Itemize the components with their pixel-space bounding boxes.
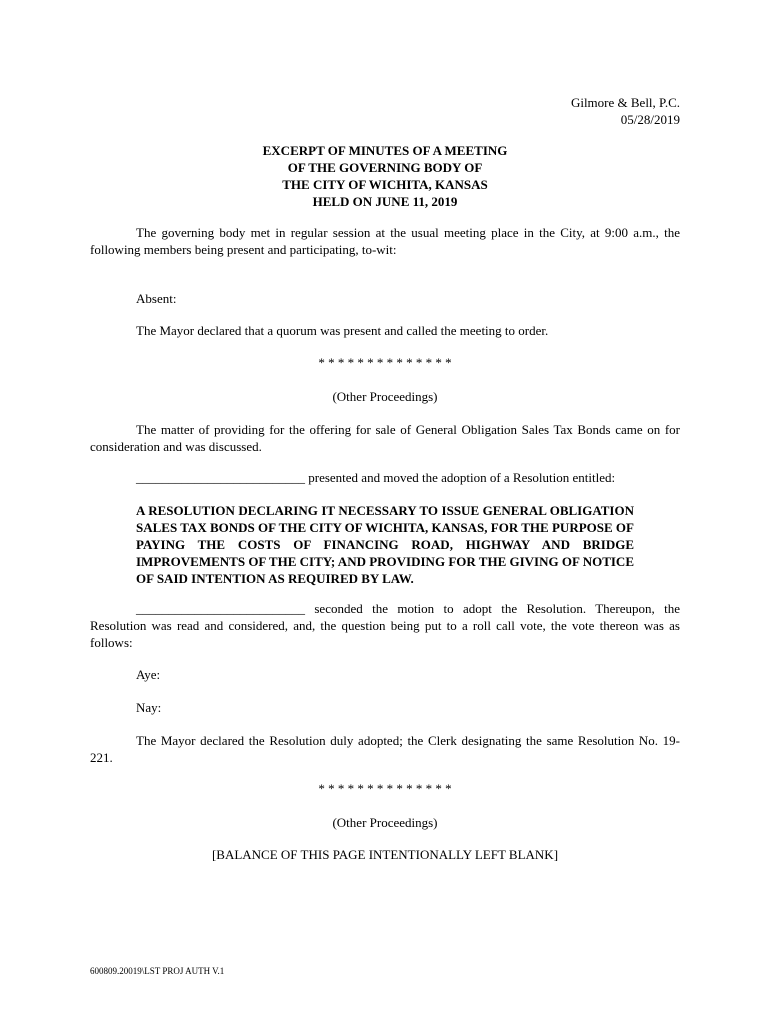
header-block [430, 94, 680, 128]
section-separator: * * * * * * * * * * * * * * [318, 355, 452, 370]
nay-label: Nay: [136, 700, 162, 715]
document-id-footer: 600809.20019\LST PROJ AUTH V.1 [90, 966, 225, 976]
title-line-1: EXCERPT OF MINUTES OF A MEETING [262, 143, 508, 158]
aye-label: Aye: [136, 667, 161, 682]
resolution-title: A RESOLUTION DECLARING IT NECESSARY TO ISSUE GENERAL OBLIGATION SALES TAX BONDS OF THE CITY OF WICHITA, KANSAS, FOR THE PURPOSE OF PAYING THE COSTS OF FINANCING ROAD, HIGHWAY AND BRIDGE IMPROVEMENTS OF THE CITY; AND PROVIDING FOR THE GIVING OF NOTICE OF SAID INTENTION AS REQUIRED BY LAW. [136, 503, 634, 586]
presented-paragraph: __________________________ presented and moved the adoption of a Resolution entitled: [136, 470, 616, 485]
other-proceedings-note: (Other Proceedings) [332, 389, 438, 404]
document-title [90, 142, 680, 210]
quorum-paragraph: The Mayor declared that a quorum was present and called the meeting to order. [136, 323, 549, 338]
session-paragraph: The governing body met in regular session at the usual meeting place in the City, at 9:00 a.m., the following members being present and participating, to-wit: [90, 225, 680, 257]
seconded-paragraph: __________________________ seconded the motion to adopt the Resolution. Thereupon, the Resolution was read and considered, and, the question being put to a roll call vote, the vote thereon was as follows: [90, 601, 680, 650]
title-line-3: THE CITY OF WICHITA, KANSAS [282, 177, 488, 192]
adopted-paragraph: The Mayor declared the Resolution duly adopted; the Clerk designating the same Resolution No. 19-221. [90, 733, 680, 765]
document-date: 05/28/2019 [620, 112, 680, 127]
other-proceedings-note-2: (Other Proceedings) [332, 815, 438, 830]
section-separator-2: * * * * * * * * * * * * * * [318, 781, 452, 796]
offering-paragraph: The matter of providing for the offering for sale of General Obligation Sales Tax Bonds came on for consideration and was discussed. [90, 422, 680, 454]
blank-page-notice: [BALANCE OF THIS PAGE INTENTIONALLY LEFT BLANK] [211, 847, 559, 862]
firm-name: Gilmore & Bell, P.C. [570, 95, 680, 110]
absent-label: Absent: [136, 291, 177, 306]
title-line-4: HELD ON JUNE 11, 2019 [312, 194, 458, 209]
title-line-2: OF THE GOVERNING BODY OF [287, 160, 483, 175]
